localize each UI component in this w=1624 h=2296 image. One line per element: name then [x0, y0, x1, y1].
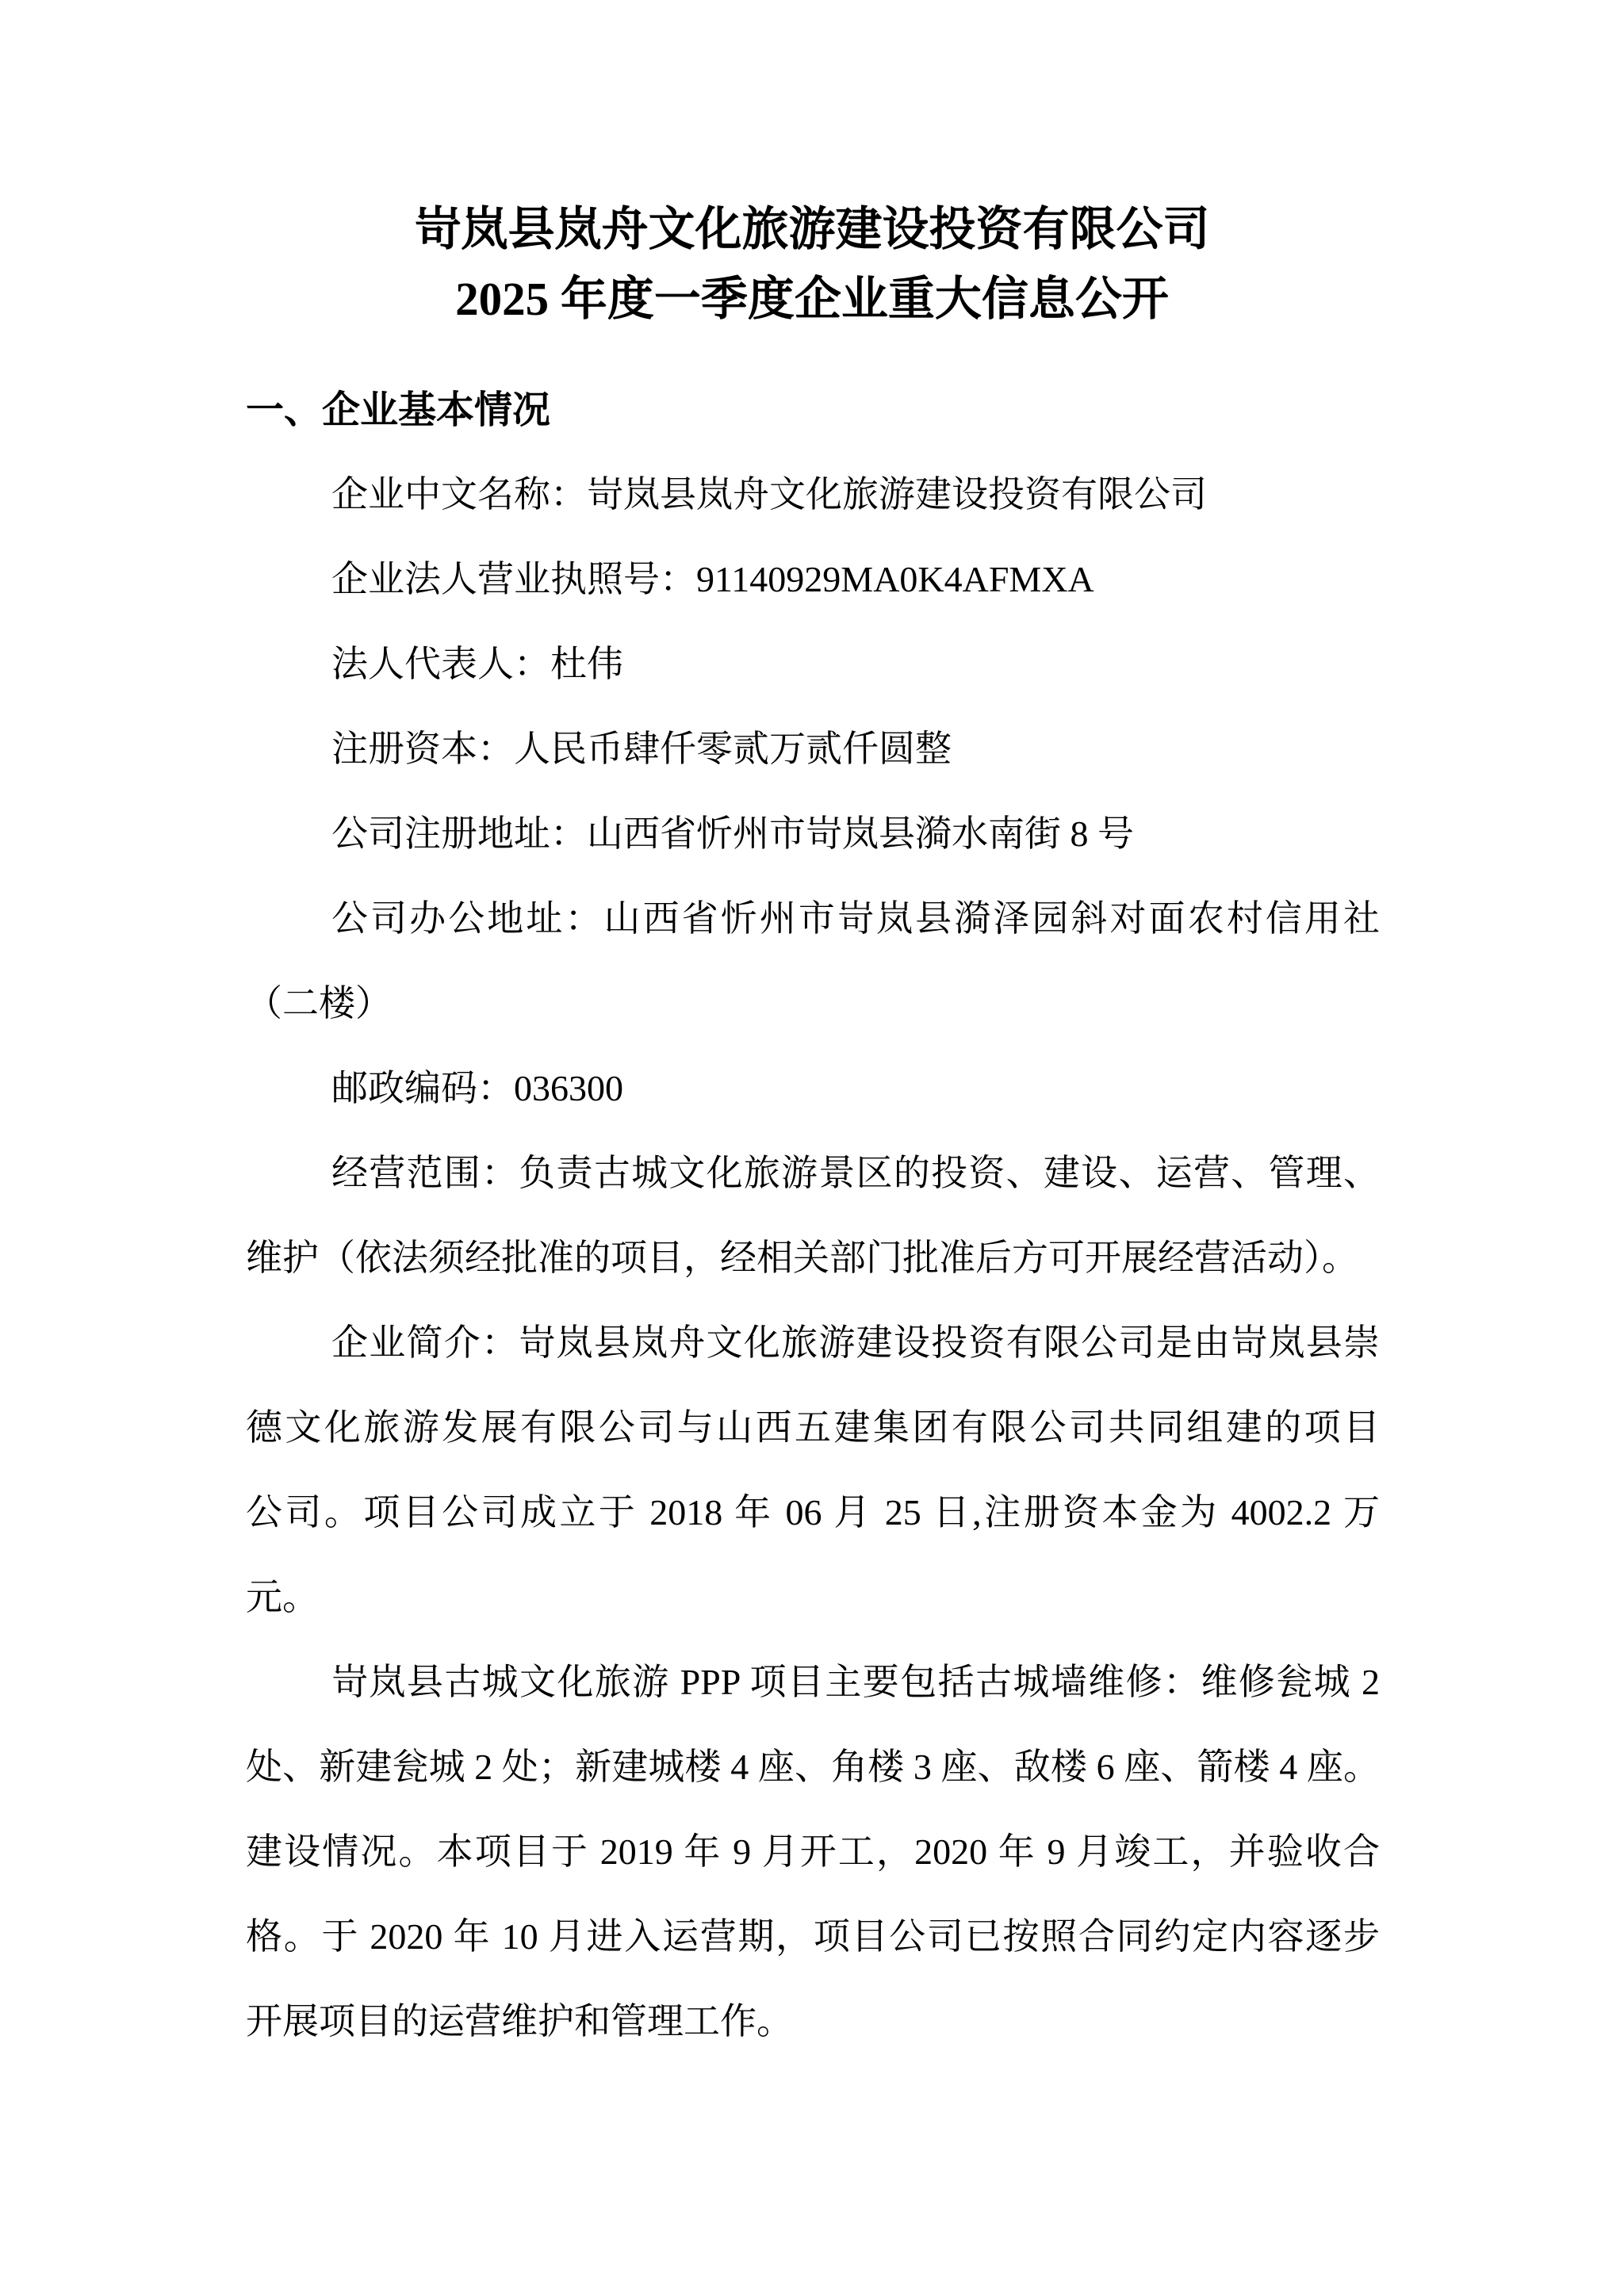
body-line: 建设情况。本项目于 2019 年 9 月开工，2020 年 9 月竣工，并验收合: [246, 1831, 1380, 1872]
body-line: 公司。项目公司成立于 2018 年 06 月 25 日,注册资本金为 4002.2 万: [246, 1492, 1380, 1533]
body-line: 开展项目的运营维护和管理工作。: [246, 2001, 793, 2042]
body-line: 企业中文名称：岢岚县岚舟文化旅游建设投资有限公司: [331, 474, 1207, 515]
body-line: 岢岚县古城文化旅游 PPP 项目主要包括古城墙维修：维修瓮城 2: [331, 1662, 1380, 1702]
body-line: 维护（依法须经批准的项目，经相关部门批准后方可开展经营活动）。: [246, 1238, 1358, 1278]
document-title: [0, 194, 1624, 334]
section-heading: 一、企业基本情况: [246, 389, 551, 431]
body-line: 企业法人营业执照号：91140929MA0K4AFMXA: [331, 559, 1094, 599]
body-line: 处、新建瓮城 2 处；新建城楼 4 座、角楼 3 座、敌楼 6 座、箭楼 4 座。: [246, 1747, 1380, 1787]
body-line: 公司办公地址：山西省忻州市岢岚县漪泽园斜对面农村信用社: [331, 898, 1380, 939]
body-line: 格。于 2020 年 10 月进入运营期，项目公司已按照合同约定内容逐步: [246, 1916, 1380, 1957]
body-line: 法人代表人：杜伟: [331, 644, 623, 684]
body-lines: [246, 452, 1380, 2064]
body-line: 公司注册地址：山西省忻州市岢岚县漪水南街 8 号: [331, 813, 1134, 854]
body-line: 元。: [246, 1577, 319, 1617]
document-title-line-1: 岢岚县岚舟文化旅游建设投资有限公司: [414, 203, 1210, 255]
body-line: （二楼）: [246, 983, 392, 1024]
body-line: 经营范围：负责古城文化旅游景区的投资、建设、运营、管理、: [331, 1153, 1380, 1193]
body-line: 邮政编码：036300: [331, 1068, 623, 1108]
body-line: 企业简介：岢岚县岚舟文化旅游建设投资有限公司是由岢岚县崇: [331, 1322, 1380, 1363]
document-title-line-2: 2025 年度一季度企业重大信息公开: [455, 273, 1169, 325]
body-line: 注册资本：人民币肆仟零贰万贰仟圆整: [331, 729, 952, 769]
body-line: 德文化旅游发展有限公司与山西五建集团有限公司共同组建的项目: [246, 1407, 1380, 1448]
